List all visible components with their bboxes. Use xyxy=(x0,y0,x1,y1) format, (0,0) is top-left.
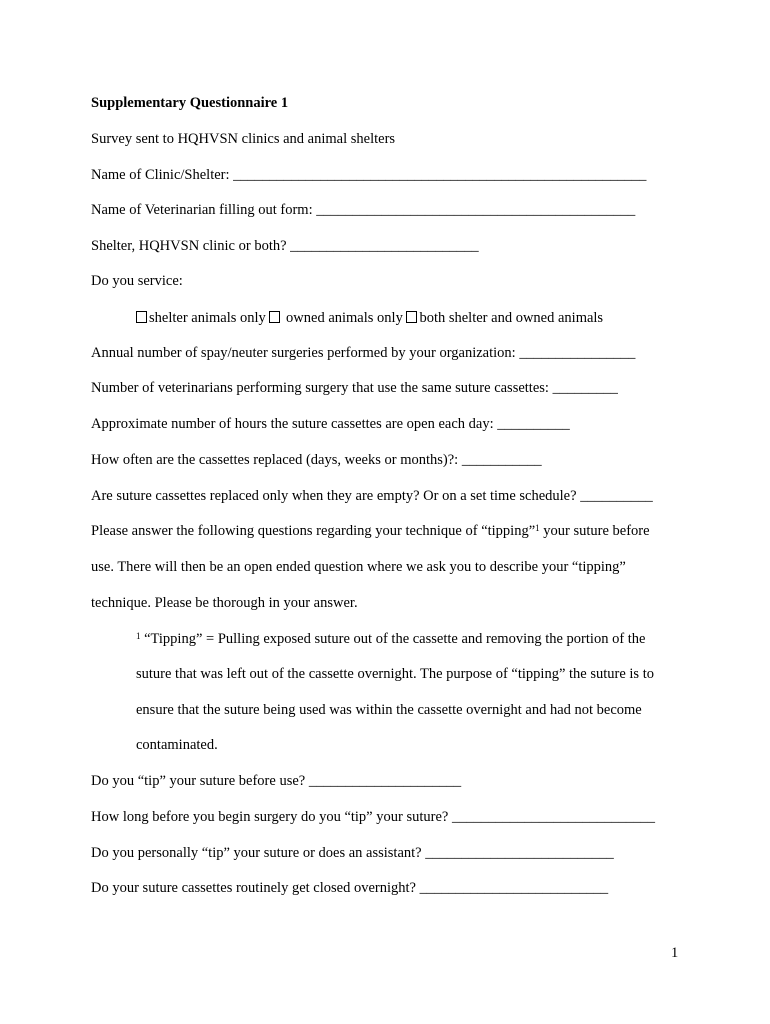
tipping-intro-text-a: Please answer the following questions regarding your technique of “tipping” xyxy=(91,523,536,539)
clinic-name-label: Name of Clinic/Shelter: xyxy=(91,167,234,183)
tip-person-blank[interactable]: __________________________ xyxy=(425,845,614,861)
replacement-frequency-question xyxy=(91,451,542,469)
owned-only-checkbox[interactable] xyxy=(269,311,280,323)
page-number: 1 xyxy=(671,945,679,961)
surgeries-label: Annual number of spay/neuter surgeries performed by your organization: xyxy=(91,345,520,361)
veterinarian-name-label: Name of Veterinarian filling out form: xyxy=(91,202,317,218)
replacement-schedule-label: Are suture cassettes replaced only when they are empty? Or on a set time schedule? xyxy=(91,488,581,504)
cassettes-closed-blank[interactable]: __________________________ xyxy=(419,880,609,896)
shelter-only-label: shelter animals only xyxy=(149,310,270,326)
veterinarian-name-blank[interactable]: ____________________________________________ xyxy=(316,202,636,218)
shelter-only-checkbox[interactable] xyxy=(136,311,147,323)
hours-open-blank[interactable]: __________ xyxy=(497,416,570,432)
replacement-frequency-label: How often are the cassettes replaced (days, weeks or months)?: xyxy=(91,452,462,468)
replacement-schedule-blank[interactable]: __________ xyxy=(580,488,653,504)
tip-timing-label: How long before you begin surgery do you “tip” your suture? xyxy=(91,809,452,825)
veterinarian-name-field xyxy=(91,201,635,219)
facility-type-field xyxy=(91,237,479,255)
hours-open-question xyxy=(91,415,570,433)
tipping-intro-line-2: use. There will then be an open ended question where we ask you to describe your “tipping” xyxy=(91,559,626,575)
tip-person-label: Do you personally “tip” your suture or does an assistant? xyxy=(91,845,426,861)
hours-open-label: Approximate number of hours the suture cassettes are open each day: xyxy=(91,416,498,432)
both-label: both shelter and owned animals xyxy=(419,310,604,326)
clinic-name-field xyxy=(91,166,646,184)
tip-person-question xyxy=(91,844,614,862)
veterinarians-count-question xyxy=(91,379,618,397)
footnote-line-4: contaminated. xyxy=(136,737,218,753)
service-options xyxy=(136,309,603,327)
footnote-line-1 xyxy=(136,630,646,648)
both-checkbox[interactable] xyxy=(406,311,417,323)
facility-type-blank[interactable]: __________________________ xyxy=(290,238,479,254)
clinic-name-blank[interactable]: _________________________________________________________ xyxy=(233,167,647,183)
surgeries-question xyxy=(91,344,635,362)
surgeries-blank[interactable]: ________________ xyxy=(519,345,636,361)
document-subtitle: Survey sent to HQHVSN clinics and animal shelters xyxy=(91,131,396,147)
tip-timing-blank[interactable]: ____________________________ xyxy=(451,809,655,825)
footnote-reference: 1 xyxy=(535,523,540,533)
tip-before-use-label: Do you “tip” your suture before use? xyxy=(91,773,309,789)
service-question: Do you service: xyxy=(91,273,183,289)
tip-timing-question xyxy=(91,808,655,826)
replacement-schedule-question xyxy=(91,487,653,505)
footnote-line-3: ensure that the suture being used was within the cassette overnight and had not become xyxy=(136,702,642,718)
document-title: Supplementary Questionnaire 1 xyxy=(91,95,289,111)
footnote-text-1: “Tipping” = Pulling exposed suture out of the cassette and removing the portion of the xyxy=(140,631,646,647)
owned-only-label: owned animals only xyxy=(282,310,407,326)
cassettes-closed-question xyxy=(91,879,608,897)
replacement-frequency-blank[interactable]: ___________ xyxy=(461,452,542,468)
tip-before-use-blank[interactable]: _____________________ xyxy=(308,773,462,789)
cassettes-closed-label: Do your suture cassettes routinely get closed overnight? xyxy=(91,880,420,896)
veterinarians-count-label: Number of veterinarians performing surgery that use the same suture cassettes: xyxy=(91,380,553,396)
tipping-intro-line-1 xyxy=(91,522,650,540)
tipping-intro-line-3: technique. Please be thorough in your answer. xyxy=(91,595,358,611)
tipping-intro-text-b: your suture before xyxy=(539,523,650,539)
veterinarians-count-blank[interactable]: _________ xyxy=(552,380,618,396)
tip-before-use-question xyxy=(91,772,461,790)
facility-type-label: Shelter, HQHVSN clinic or both? xyxy=(91,238,291,254)
footnote-marker: 1 xyxy=(136,631,141,641)
footnote-line-2: suture that was left out of the cassette overnight. The purpose of “tipping” the suture is to xyxy=(136,666,654,682)
